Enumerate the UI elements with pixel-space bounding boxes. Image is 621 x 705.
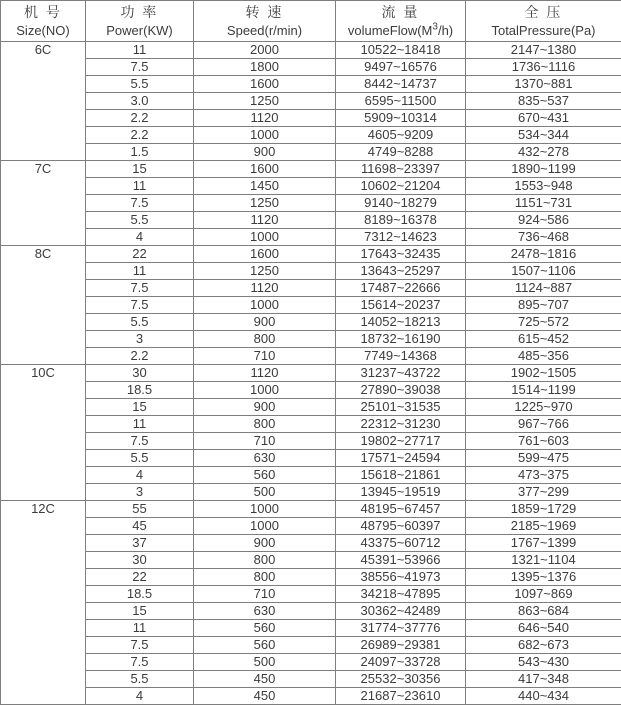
table-row [1, 195, 621, 212]
pressure-cell: 1124~887 [466, 280, 621, 297]
table-header [1, 1, 621, 42]
table-row [1, 59, 621, 76]
flow-cell: 7749~14368 [336, 348, 466, 365]
pressure-cell: 1370~881 [466, 76, 621, 93]
power-cell: 11 [86, 42, 194, 59]
pressure-cell: 1507~1106 [466, 263, 621, 280]
flow-cell: 27890~39038 [336, 382, 466, 399]
header-size [1, 1, 86, 42]
speed-cell: 450 [194, 688, 336, 705]
power-cell: 45 [86, 518, 194, 535]
flow-cell: 14052~18213 [336, 314, 466, 331]
power-cell: 4 [86, 688, 194, 705]
speed-cell: 800 [194, 569, 336, 586]
flow-cell: 43375~60712 [336, 535, 466, 552]
speed-cell: 500 [194, 484, 336, 501]
table-row [1, 280, 621, 297]
pressure-cell: 1902~1505 [466, 365, 621, 382]
speed-cell: 500 [194, 654, 336, 671]
power-cell: 15 [86, 399, 194, 416]
pressure-cell: 924~586 [466, 212, 621, 229]
header-speed-en: Speed(r/min) [194, 22, 335, 40]
power-cell: 7.5 [86, 654, 194, 671]
header-power-zh: 功 率 [86, 2, 193, 22]
pressure-cell: 432~278 [466, 144, 621, 161]
header-size-zh: 机 号 [1, 2, 85, 22]
pressure-cell: 1890~1199 [466, 161, 621, 178]
table-row [1, 654, 621, 671]
header-power [86, 1, 194, 42]
table-row [1, 688, 621, 705]
table-row [1, 450, 621, 467]
speed-cell: 1600 [194, 246, 336, 263]
power-cell: 5.5 [86, 212, 194, 229]
power-cell: 11 [86, 620, 194, 637]
table-row [1, 382, 621, 399]
flow-cell: 48795~60397 [336, 518, 466, 535]
flow-cell: 15614~20237 [336, 297, 466, 314]
speed-cell: 800 [194, 416, 336, 433]
speed-cell: 1450 [194, 178, 336, 195]
flow-cell: 25101~31535 [336, 399, 466, 416]
flow-cell: 10522~18418 [336, 42, 466, 59]
flow-cell: 30362~42489 [336, 603, 466, 620]
speed-cell: 630 [194, 450, 336, 467]
table-row [1, 331, 621, 348]
pressure-cell: 377~299 [466, 484, 621, 501]
speed-cell: 1800 [194, 59, 336, 76]
table-row [1, 76, 621, 93]
table-row [1, 501, 621, 518]
flow-cell: 4605~9209 [336, 127, 466, 144]
flow-cell: 22312~31230 [336, 416, 466, 433]
flow-cell: 31774~37776 [336, 620, 466, 637]
speed-cell: 560 [194, 620, 336, 637]
header-pressure-en: TotalPressure(Pa) [466, 22, 621, 40]
power-cell: 15 [86, 603, 194, 620]
power-cell: 55 [86, 501, 194, 518]
pressure-cell: 2185~1969 [466, 518, 621, 535]
header-power-en: Power(KW) [86, 22, 193, 40]
pressure-cell: 473~375 [466, 467, 621, 484]
power-cell: 5.5 [86, 76, 194, 93]
flow-cell: 8442~14737 [336, 76, 466, 93]
pressure-cell: 670~431 [466, 110, 621, 127]
power-cell: 7.5 [86, 637, 194, 654]
speed-cell: 1250 [194, 93, 336, 110]
speed-cell: 1120 [194, 212, 336, 229]
table-row [1, 297, 621, 314]
pressure-cell: 1151~731 [466, 195, 621, 212]
pressure-cell: 1553~948 [466, 178, 621, 195]
pressure-cell: 1225~970 [466, 399, 621, 416]
power-cell: 3 [86, 331, 194, 348]
table-row [1, 246, 621, 263]
table-row [1, 212, 621, 229]
speed-cell: 1000 [194, 127, 336, 144]
power-cell: 11 [86, 416, 194, 433]
pressure-cell: 725~572 [466, 314, 621, 331]
speed-cell: 1000 [194, 382, 336, 399]
power-cell: 7.5 [86, 433, 194, 450]
flow-cell: 17487~22666 [336, 280, 466, 297]
power-cell: 4 [86, 467, 194, 484]
pressure-cell: 1514~1199 [466, 382, 621, 399]
pressure-cell: 761~603 [466, 433, 621, 450]
pressure-cell: 440~434 [466, 688, 621, 705]
header-pressure-zh: 全 压 [466, 2, 621, 22]
speed-cell: 1250 [194, 195, 336, 212]
table-row [1, 586, 621, 603]
speed-cell: 630 [194, 603, 336, 620]
flow-cell: 8189~16378 [336, 212, 466, 229]
size-cell: 8C [1, 246, 86, 365]
power-cell: 2.2 [86, 110, 194, 127]
pressure-cell: 534~344 [466, 127, 621, 144]
pressure-cell: 895~707 [466, 297, 621, 314]
flow-cell: 48195~67457 [336, 501, 466, 518]
pressure-cell: 1767~1399 [466, 535, 621, 552]
table-row [1, 178, 621, 195]
table-row [1, 365, 621, 382]
table-row [1, 637, 621, 654]
pressure-cell: 485~356 [466, 348, 621, 365]
power-cell: 2.2 [86, 348, 194, 365]
table-row [1, 671, 621, 688]
speed-cell: 710 [194, 348, 336, 365]
header-flow-en: $volumeFlow(M^3/h)$ [336, 22, 465, 40]
table-row [1, 416, 621, 433]
header-flow [336, 1, 466, 42]
table-row [1, 314, 621, 331]
flow-cell: 15618~21861 [336, 467, 466, 484]
pressure-cell: 599~475 [466, 450, 621, 467]
flow-cell: 7312~14623 [336, 229, 466, 246]
power-cell: 5.5 [86, 314, 194, 331]
pressure-cell: 615~452 [466, 331, 621, 348]
table-row [1, 144, 621, 161]
table-row [1, 484, 621, 501]
power-cell: 7.5 [86, 297, 194, 314]
power-cell: 11 [86, 263, 194, 280]
power-cell: 3 [86, 484, 194, 501]
table-row [1, 42, 621, 59]
power-cell: 5.5 [86, 450, 194, 467]
pressure-cell: 682~673 [466, 637, 621, 654]
power-cell: 18.5 [86, 586, 194, 603]
speed-cell: 1000 [194, 297, 336, 314]
speed-cell: 1120 [194, 280, 336, 297]
flow-cell: 34218~47895 [336, 586, 466, 603]
flow-cell: 21687~23610 [336, 688, 466, 705]
flow-cell: 38556~41973 [336, 569, 466, 586]
table-row [1, 229, 621, 246]
header-speed [194, 1, 336, 42]
flow-cell: 13643~25297 [336, 263, 466, 280]
header-pressure [466, 1, 621, 42]
flow-cell: 17571~24594 [336, 450, 466, 467]
table-row [1, 467, 621, 484]
table-row [1, 552, 621, 569]
speed-cell: 1000 [194, 518, 336, 535]
pressure-cell: 2147~1380 [466, 42, 621, 59]
power-cell: 37 [86, 535, 194, 552]
pressure-cell: 1859~1729 [466, 501, 621, 518]
table-row [1, 127, 621, 144]
flow-cell: 18732~16190 [336, 331, 466, 348]
power-cell: 22 [86, 246, 194, 263]
table-row [1, 263, 621, 280]
table-row [1, 161, 621, 178]
power-cell: 30 [86, 365, 194, 382]
power-cell: 15 [86, 161, 194, 178]
flow-cell: 24097~33728 [336, 654, 466, 671]
table-row [1, 518, 621, 535]
power-cell: 30 [86, 552, 194, 569]
pressure-cell: 1736~1116 [466, 59, 621, 76]
flow-cell: 26989~29381 [336, 637, 466, 654]
size-cell: 12C [1, 501, 86, 705]
speed-cell: 1600 [194, 76, 336, 93]
flow-cell: 5909~10314 [336, 110, 466, 127]
power-cell: 22 [86, 569, 194, 586]
speed-cell: 2000 [194, 42, 336, 59]
table-row [1, 620, 621, 637]
speed-cell: 1120 [194, 365, 336, 382]
pressure-cell: 2478~1816 [466, 246, 621, 263]
table-row [1, 569, 621, 586]
flow-cell: 9140~18279 [336, 195, 466, 212]
speed-cell: 1600 [194, 161, 336, 178]
power-cell: 7.5 [86, 59, 194, 76]
header-row [1, 1, 621, 42]
flow-cell: 31237~43722 [336, 365, 466, 382]
pressure-cell: 835~537 [466, 93, 621, 110]
table-row [1, 603, 621, 620]
speed-cell: 710 [194, 433, 336, 450]
speed-cell: 1000 [194, 229, 336, 246]
table-row [1, 348, 621, 365]
table-row [1, 535, 621, 552]
pressure-cell: 967~766 [466, 416, 621, 433]
header-size-en: Size(NO) [1, 22, 85, 40]
header-speed-zh: 转 速 [194, 2, 335, 22]
speed-cell: 450 [194, 671, 336, 688]
pressure-cell: 543~430 [466, 654, 621, 671]
speed-cell: 1120 [194, 110, 336, 127]
power-cell: 4 [86, 229, 194, 246]
power-cell: 11 [86, 178, 194, 195]
power-cell: 3.0 [86, 93, 194, 110]
header-flow-zh: 流 量 [336, 2, 465, 22]
flow-cell: 6595~11500 [336, 93, 466, 110]
flow-cell: 9497~16576 [336, 59, 466, 76]
table-row [1, 399, 621, 416]
power-cell: 7.5 [86, 280, 194, 297]
pressure-cell: 1395~1376 [466, 569, 621, 586]
flow-cell: 4749~8288 [336, 144, 466, 161]
speed-cell: 900 [194, 314, 336, 331]
flow-cell: 13945~19519 [336, 484, 466, 501]
flow-cell: 45391~53966 [336, 552, 466, 569]
speed-cell: 1250 [194, 263, 336, 280]
size-cell: 10C [1, 365, 86, 501]
power-cell: 1.5 [86, 144, 194, 161]
speed-cell: 560 [194, 467, 336, 484]
speed-cell: 800 [194, 552, 336, 569]
pressure-cell: 1321~1104 [466, 552, 621, 569]
pressure-cell: 646~540 [466, 620, 621, 637]
pressure-cell: 1097~869 [466, 586, 621, 603]
power-cell: 18.5 [86, 382, 194, 399]
power-cell: 7.5 [86, 195, 194, 212]
speed-cell: 900 [194, 399, 336, 416]
speed-cell: 800 [194, 331, 336, 348]
flow-cell: 10602~21204 [336, 178, 466, 195]
table-row [1, 110, 621, 127]
flow-cell: 17643~32435 [336, 246, 466, 263]
pressure-cell: 736~468 [466, 229, 621, 246]
pressure-cell: 417~348 [466, 671, 621, 688]
table-row [1, 433, 621, 450]
flow-cell: 19802~27717 [336, 433, 466, 450]
table-row [1, 93, 621, 110]
spec-table-body [1, 42, 621, 705]
speed-cell: 1000 [194, 501, 336, 518]
flow-cell: 11698~23397 [336, 161, 466, 178]
size-cell: 7C [1, 161, 86, 246]
speed-cell: 900 [194, 144, 336, 161]
speed-cell: 560 [194, 637, 336, 654]
power-cell: 5.5 [86, 671, 194, 688]
speed-cell: 710 [194, 586, 336, 603]
flow-cell: 25532~30356 [336, 671, 466, 688]
power-cell: 2.2 [86, 127, 194, 144]
size-cell: 6C [1, 42, 86, 161]
speed-cell: 900 [194, 535, 336, 552]
pressure-cell: 863~684 [466, 603, 621, 620]
